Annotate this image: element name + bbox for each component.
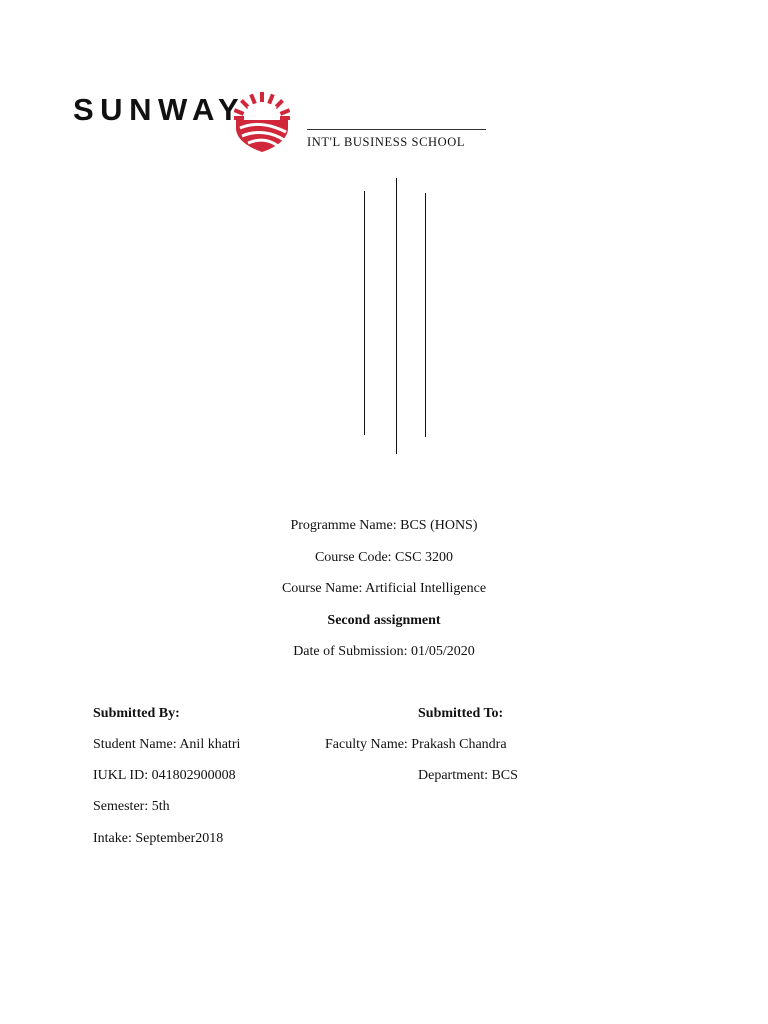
faculty-name: Faculty Name: Prakash Chandra: [325, 737, 507, 752]
course-code: Course Code: CSC 3200: [314, 550, 454, 565]
department: Department: BCS: [418, 768, 518, 783]
vertical-line-left: [364, 191, 365, 435]
semester: Semester: 5th: [93, 799, 170, 814]
programme-name: Programme Name: BCS (HONS): [290, 518, 478, 533]
course-name: Course Name: Artificial Intelligence: [281, 581, 487, 596]
logo-subtitle: INT'L BUSINESS SCHOOL: [307, 135, 466, 149]
logo-name: SUNWAY: [73, 92, 246, 127]
assignment-title: Second assignment: [327, 613, 441, 628]
iukl-id: IUKL ID: 041802900008: [93, 768, 236, 783]
submitted-to-heading: Submitted To:: [418, 706, 504, 721]
vertical-line-right: [425, 193, 426, 437]
logo-divider: [307, 129, 486, 130]
intake: Intake: September2018: [93, 831, 224, 846]
student-name: Student Name: Anil khatri: [93, 737, 241, 752]
submission-date: Date of Submission: 01/05/2020: [293, 644, 475, 659]
vertical-line-center: [396, 178, 397, 454]
submitted-by-heading: Submitted By:: [93, 706, 180, 721]
